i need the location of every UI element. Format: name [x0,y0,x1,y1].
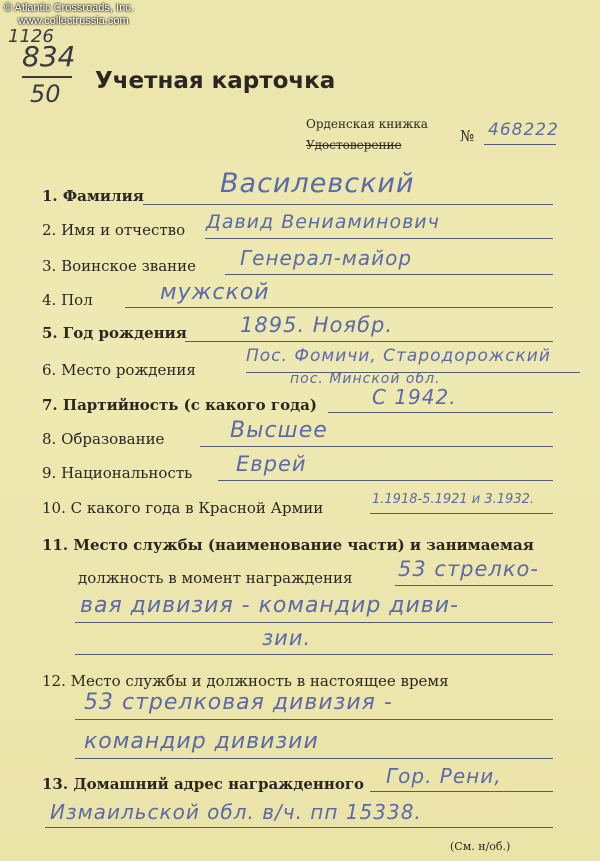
book-number-underline [484,144,556,145]
field-12-label: 12. Место службы и должность в настоящее время [42,672,449,690]
field-12-value: 53 стрелковая дивизия - [84,690,393,715]
card-title: Учетная карточка [95,68,336,94]
field-11-line-1 [395,585,553,586]
field-12-line-2 [75,758,553,759]
watermark-line-1: © Atlantic Crossroads, Inc. [4,2,134,14]
book-type-order-book: Орденская книжка [306,117,428,131]
field-6-value-2: пос. Минской обл. [290,371,441,387]
field-4-label: 4. Пол [42,291,93,309]
field-3-label: 3. Воинское звание [42,257,197,275]
field-2-line [205,238,553,239]
field-10-value: 1.1918-5.1921 и 3.1932. [372,492,534,507]
field-11-value-3: зии. [262,626,312,650]
field-6-label: 6. Место рождения [42,361,196,379]
field-13-value: Гор. Рени, [386,764,502,788]
field-3-value: Генерал-майор [240,246,413,270]
see-reverse-note: (См. н/об.) [450,840,511,853]
field-8-value: Высшее [230,418,328,443]
field-11-label: 11. Место службы (наименование части) и занимаемая [42,536,534,554]
field-13-line-1 [370,791,553,792]
field-9-label: 9. Национальность [42,464,193,482]
field-1-value: Василевский [220,168,415,199]
field-10-label: 10. С какого года в Красной Армии [42,499,324,517]
field-2-value: Давид Вениаминович [206,211,440,233]
field-7-value: С 1942. [372,385,457,409]
field-7-label: 7. Партийность (с какого года) [42,396,317,414]
field-5-label: 5. Год рождения [42,324,187,342]
field-4-line [125,307,553,308]
field-9-line [218,480,553,481]
book-number-label: № [460,127,475,145]
field-13-value-2: Измаильской обл. в/ч. пп 15338. [50,800,422,824]
field-11-label-2: должность в момент награждения [78,569,353,587]
field-7-line [328,412,553,413]
corner-note-top: 1126 [8,26,54,47]
field-6-value: Пос. Фомичи, Стародорожский [246,346,551,366]
field-6-line [246,372,580,373]
corner-note-divider [22,76,72,78]
field-12-value-2: командир дивизии [84,729,319,754]
field-8-line [200,446,553,447]
field-8-label: 8. Образование [42,430,165,448]
field-2-label: 2. Имя и отчество [42,221,186,239]
corner-note-number: 834 [22,40,76,73]
field-3-line [225,274,553,275]
field-10-line [370,513,553,514]
corner-note-fraction: 50 [30,80,61,108]
field-11-value-2: вая дивизия - командир диви- [80,593,459,618]
field-9-value: Еврей [236,452,307,476]
field-4-value: мужской [160,280,270,305]
field-5-value: 1895. Ноябр. [240,313,394,337]
watermark-line-2: www.collectrussia.com [18,15,129,27]
book-type-certificate: Удостоверение [306,138,402,152]
field-11-line-3 [75,654,553,655]
field-11-line-2 [75,622,553,623]
field-13-line-2 [45,827,553,828]
field-13-label: 13. Домашний адрес награжденного [42,775,365,793]
field-11-value: 53 стрелко- [398,557,539,581]
field-1-line [143,204,553,205]
field-1-label: 1. Фамилия [42,187,144,205]
book-number-value: 468222 [488,120,559,140]
field-5-line [185,341,553,342]
field-12-line-1 [75,719,553,720]
